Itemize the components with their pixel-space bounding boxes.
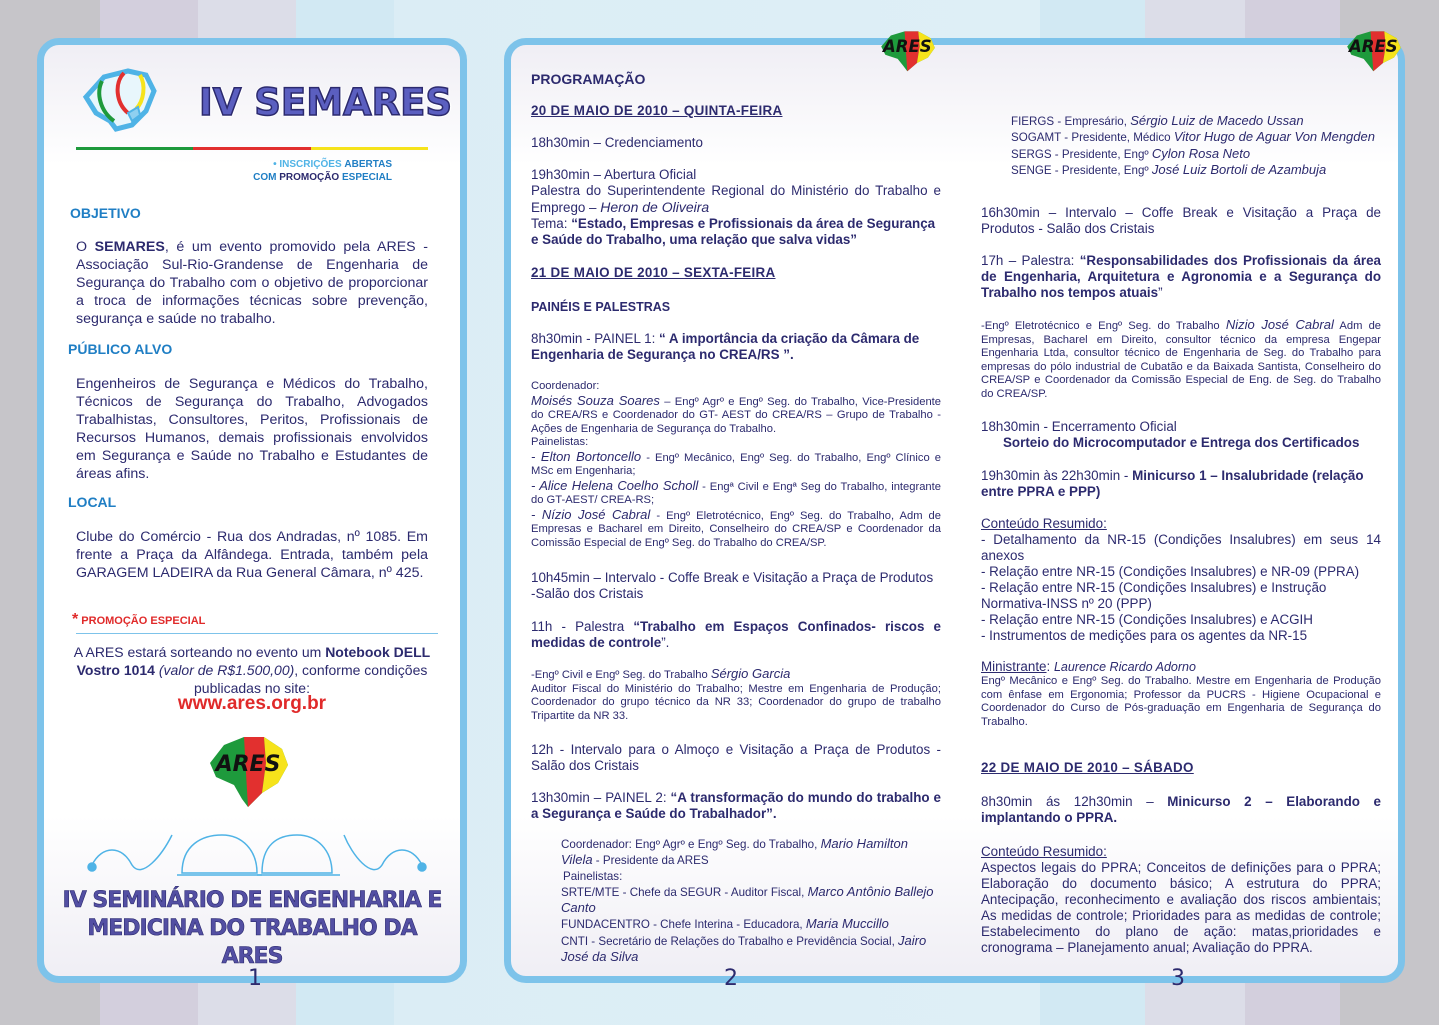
sergio-prefix: -Engº Civil e Engº Seg. do Trabalho: [531, 669, 711, 681]
objetivo-heading: OBJETIVO: [70, 205, 141, 221]
p2-panelist-1: [561, 884, 937, 917]
raffle-text: [64, 643, 440, 697]
mini1-item: - Instrumentos de medições para os agentes da NR-15: [981, 628, 1308, 643]
objetivo-text: [76, 238, 428, 328]
p3-l4-prefix: SENGE - Presidente, Engº: [1011, 164, 1152, 178]
painel1: [531, 331, 941, 363]
helmet-icon: [262, 835, 332, 873]
mini1-content: [981, 516, 1381, 644]
painel1-prefix: 8h30min - PAINEL 1:: [531, 331, 660, 346]
p3-l4-name: José Luiz Bortoli de Azambuja: [1151, 162, 1327, 178]
painel2-bold: “A transformação do mundo do trabalho e a Segurança e Saúde do Trabalhador”.: [531, 790, 942, 821]
painel1-bold: “ A importância da criação da Câmara de Engenharia de Segurança no CREA/RS ”.: [531, 331, 920, 362]
promo-star: *: [72, 611, 79, 628]
d1-theme-prefix: Tema:: [531, 216, 572, 231]
mini1-item: - Detalhamento da NR-15 (Condições Insalubres) em seus 14 anexos: [981, 532, 1381, 563]
nizio-desc: Adm de Empresas, Bacharel em Direito, consultor técnico da empresa Engepar Engenharia Ltda, consultor técnico de Engenharia de Seg. do Trabalho para empresas do pólo industrial de Cubatão e da Baixada Santista, Conselheiro do CREA/SP e Coordenador da Comissão Especial de Eng. de Seg. do Trabalho do CREA/SP.: [981, 320, 1382, 400]
day1-heading: 20 DE MAIO DE 2010 – QUINTA-FEIRA: [531, 103, 783, 118]
p2-l1-prefix: SRTE/MTE - Chefe da SEGUR - Auditor Fiscal,: [561, 885, 808, 899]
palestra-17h-suffix: ”: [1158, 285, 1163, 300]
paineis-heading: PAINÉIS E PALESTRAS: [531, 300, 671, 314]
painel2: [531, 790, 941, 822]
objetivo-bold: SEMARES: [94, 239, 165, 255]
page-2-3-panel: [504, 38, 1405, 983]
painel2-details: [561, 836, 937, 965]
special-promo-tag: [253, 172, 392, 183]
promo-special-heading: [72, 611, 205, 629]
mini1-bold: Minicurso 1 – Insalubridade (relação entre PPRA e PPP): [981, 468, 1364, 499]
page-number-3: 3: [1171, 966, 1185, 991]
ministrante: [981, 659, 1381, 729]
p3-panelists: [1011, 113, 1381, 179]
p3-l1: [1011, 113, 1381, 129]
flag-yellow-stripe: [311, 147, 428, 150]
sergio-bio: [531, 667, 941, 723]
helmets-stethoscopes-illustration: [82, 825, 432, 885]
palestra-17h: [981, 253, 1381, 301]
d1-opening-speaker: Heron de Oliveira: [600, 199, 710, 215]
nizio-name: Nizio José Cabral: [1225, 317, 1334, 332]
promo-bold: PROMOÇÃO: [279, 172, 340, 183]
raffle-prefix: A ARES estará sorteando no evento um: [73, 644, 326, 660]
sergio-line: [531, 667, 941, 683]
registrations-bold: ABERTAS: [344, 159, 392, 170]
panelist-3: [531, 508, 941, 551]
palestra-17h-bold: “Responsabilidades dos Profissionais da área de Engenharia, Arquitetura e Agronomia e a Segurança do Trabalho nos tempos atuais: [981, 253, 1381, 300]
coord-name: Moisés Souza Soares: [531, 392, 660, 408]
p2-panelist-2: [561, 916, 937, 932]
seminar-title: [54, 887, 450, 971]
p3-l2-prefix: SOGAMT - Presidente, Médico: [1011, 131, 1174, 145]
raffle-suffix: , conforme condições publicadas no site:: [194, 662, 428, 696]
mini1-prefix: 19h30min às 22h30min -: [981, 468, 1133, 483]
objetivo-prefix: O: [76, 239, 95, 255]
mini1-item: - Relação entre NR-15 (Condições Insalubres) e ACGIH: [981, 612, 1313, 627]
p2-l3-prefix: CNTI - Secretário de Relações do Trabalho e Previdência Social,: [561, 934, 899, 948]
panelist-2: [531, 479, 941, 508]
p2-coord: [561, 836, 937, 869]
p3-l1-name: Sérgio Luiz de Macedo Ussan: [1130, 113, 1304, 128]
break-1045: 10h45min – Intervalo - Coffe Break e Visitação a Praça de Produtos -Salão dos Cristais: [531, 570, 934, 601]
panelist-1: [531, 450, 941, 479]
page-number-2: 2: [724, 966, 738, 991]
day2-heading: 21 DE MAIO DE 2010 – SEXTA-FEIRA: [531, 265, 776, 280]
seminar-title-line1: IV SEMINÁRIO DE ENGENHARIA E: [62, 888, 442, 913]
palestra-17h-prefix: 17h – Palestra:: [981, 253, 1080, 268]
registrations-open: [273, 159, 392, 170]
mini1-item: - Relação entre NR-15 (Condições Insalubres) e Instrução Normativa-INSS nº 20 (PPP): [981, 580, 1327, 611]
p3-l4: [1011, 162, 1381, 178]
website-link[interactable]: www.ares.org.br: [177, 693, 327, 714]
promo-prefix: COM: [253, 172, 280, 183]
painel1-details: [531, 380, 941, 550]
page-number-1: 1: [248, 966, 262, 991]
p3-l3-name: Cylon Rosa Neto: [1151, 145, 1251, 161]
minicurso-2: [981, 794, 1381, 826]
p2-coord-suffix: - Presidente da ARES: [592, 854, 709, 868]
p3-l3: [1011, 146, 1381, 162]
d1-opening-time: 19h30min – Abertura Oficial: [531, 167, 697, 182]
p2-coord-name: Mario Hamilton Vilela: [561, 836, 908, 868]
palestra-11h: [531, 619, 941, 651]
promo-heading-text: PROMOÇÃO ESPECIAL: [81, 615, 206, 627]
page-1-panel: [37, 38, 467, 983]
d1-opening-theme: [531, 216, 941, 248]
p3-l3-prefix: SERGS - Presidente, Engº: [1011, 147, 1152, 161]
mini2-prefix: 8h30min ás 12h30min –: [981, 794, 1168, 809]
ares-logo-text: ARES: [215, 752, 281, 777]
divider: [76, 633, 438, 634]
program-title: PROGRAMAÇÃO: [531, 71, 646, 87]
p2-l3-name: Jairo José da Silva: [561, 932, 927, 965]
panelist-1-desc: - Engº Mecânico, Engº Seg. do Trabalho, Engº Clínico e MSc em Engenharia;: [531, 451, 941, 477]
panelist-2-desc: - Engª Civil e Engª Seg do Trabalho, integrante do GT-AEST/ CREA-RS;: [531, 480, 941, 506]
logo-title: IV SEMARES: [199, 81, 453, 124]
panelist-3-desc: - Engº Eletrotécnico, Engº Seg. do Trabalho, Adm de Empresas e Bacharel em Direito, Conselheiro do CREA/SP e Coordenador da Comissão Especial de Engº Seg. do Trabalho do CREA/SP.: [531, 509, 941, 549]
ministrante-desc: Engº Mecânico e Engº Seg. do Trabalho. Mestre em Engenharia de Produção com ênfase em Ergonomia; Professor da PUCRS - Higiene Ocupacional e Coordenador do Curso de Pós-graduação em Engenharia de Segurança do Trabalho.: [981, 675, 1381, 728]
d1-credentialing: 18h30min – Credenciamento: [531, 135, 703, 150]
flag-red-stripe: [193, 147, 310, 150]
mini2-text: Aspectos legais do PPRA; Conceitos de definições para o PPRA; Elaboração do documento básico; A estrutura do PPRA; Antecipação, reconhecimento e avaliação dos riscos ambientais; As medidas de controle; Prioridades para as medidas de controle; Estabelecimento do plano de ação: matas,prioridades e cronograma – Planejamento anual; Avaliação do PPRA.: [981, 860, 1381, 955]
mini2-content: [981, 844, 1381, 956]
publico-text: Engenheiros de Segurança e Médicos do Trabalho, Técnicos de Segurança do Trabalho, Advogados Trabalhistas, Consultores, Peritos, Profissionais de Recursos Humanos, demais profissionais envolvidos em Segurança e Saúde no Trabalho e Estudantes de áreas afins.: [76, 376, 428, 482]
ares-logo: [877, 30, 939, 74]
d1-theme-bold: “Estado, Empresas e Profissionais da área de Segurança e Saúde do Trabalho, uma relação que salva vidas”: [531, 216, 936, 247]
ministrante-line: [981, 659, 1381, 675]
panelist-3-name: - Nízio José Cabral: [531, 506, 651, 522]
raffle-italic: (valor de R$1.500,00): [158, 662, 295, 678]
local-heading: LOCAL: [68, 494, 117, 510]
ares-logo-text: ARES: [1348, 37, 1398, 56]
p2-painelistas-label: Painelistas:: [563, 869, 623, 883]
panelist-2-name: - Alice Helena Coelho Scholl: [531, 477, 699, 493]
d1-opening-talk: [531, 183, 941, 216]
sergio-desc: Auditor Fiscal do Ministério do Trabalho; Mestre em Engenharia de Produção; Coordenador do grupo técnico da NR 33; Coordenador do grupo de trabalho Tripartite da NR 33.: [531, 682, 941, 722]
coord-desc: – Engº Agrº e Engº Seg. do Trabalho, Vice-Presidente do CREA/RS e Coordenador do GT- AEST do CREA/RS – Grupo de Trabalho - Ações de Engenharia de Segurança do Trabalho.: [531, 395, 942, 435]
tricolor-divider: [76, 147, 428, 150]
minicurso-1: [981, 468, 1381, 500]
mini2-content-label: Conteúdo Resumido:: [981, 844, 1107, 859]
closing-time: 18h30min - Encerramento Oficial: [981, 419, 1177, 434]
ministrante-label: Ministrante: [981, 659, 1047, 674]
break-1630: 16h30min – Intervalo – Coffe Break e Visitação a Praça de Produtos - Salão dos Cristais: [981, 205, 1381, 236]
mini1-item: - Relação entre NR-15 (Condições Insalubres) e NR-09 (PPRA): [981, 564, 1360, 579]
helmet-icon: [182, 835, 257, 873]
lunch: 12h - Intervalo para o Almoço e Visitação a Praça de Produtos - Salão dos Cristais: [531, 742, 941, 773]
closing: [981, 419, 1381, 451]
painel2-prefix: 13h30min – PAINEL 2:: [531, 790, 671, 805]
stethoscope-icon: [92, 835, 172, 870]
painelistas-label: Painelistas:: [531, 436, 589, 448]
ares-logo: [1343, 30, 1405, 74]
raffle-bold: Notebook DELL Vostro 1014: [76, 644, 431, 678]
p2-l2-name: Maria Muccillo: [805, 916, 889, 932]
rs-map-outline-icon: [66, 63, 176, 135]
nizio-bio: [981, 318, 1381, 401]
palestra-11h-prefix: 11h - Palestra: [531, 619, 634, 634]
registrations-prefix: • INSCRIÇÕES: [273, 159, 345, 170]
flag-green-stripe: [76, 147, 193, 150]
palestra-11h-bold: “Trabalho em Espaços Confinados- riscos e medidas de controle: [531, 619, 941, 650]
p3-l2-name: Vitor Hugo de Aguar Von Mengden: [1173, 129, 1375, 145]
p2-l2-prefix: FUNDACENTRO - Chefe Interina - Educadora,: [561, 918, 806, 932]
closing-bold: Sorteio do Microcomputador e Entrega dos Certificados: [1003, 435, 1360, 450]
ares-logo-text: ARES: [882, 37, 932, 56]
local-text: Clube do Comércio - Rua dos Andradas, nº 1085. Em frente a Praça da Alfândega. Entrada, também pela GARAGEM LADEIRA da Rua General Câmara, nº 425.: [76, 529, 428, 581]
ministrante-name: Laurence Ricardo Adorno: [1053, 660, 1196, 674]
p2-panelist-3: [561, 933, 937, 966]
p3-l1-prefix: FIERGS - Empresário,: [1011, 115, 1131, 128]
ministrante-colon: :: [1046, 659, 1054, 674]
palestra-11h-suffix: ”.: [661, 635, 670, 650]
publico-heading: PÚBLICO ALVO: [68, 341, 173, 357]
day3-heading: 22 DE MAIO DE 2010 – SÁBADO: [981, 760, 1194, 775]
p2-l1-name: Marco Antônio Ballejo Canto: [561, 883, 934, 916]
ares-logo: [204, 733, 294, 813]
mini2-bold: Minicurso 2 – Elaborando e implantando o PPRA.: [981, 794, 1381, 825]
d1-opening-talk-text: Palestra do Superintendente Regional do Ministério do Trabalho e Emprego –: [531, 183, 941, 215]
p2-coord-prefix: Coordenador: Engº Agrº e Engº Seg. do Trabalho,: [561, 838, 821, 851]
coord-label: Coordenador:: [531, 380, 600, 392]
seminar-title-line2: MEDICINA DO TRABALHO DA ARES: [87, 916, 417, 969]
stethoscope-icon: [344, 835, 422, 870]
p3-l2: [1011, 129, 1381, 145]
promo-suffix: ESPECIAL: [339, 172, 392, 183]
mini1-content-label: Conteúdo Resumido:: [981, 516, 1107, 531]
objetivo-rest: , é um evento promovido pela ARES - Associação Sul-Rio-Grandense de Engenharia de Segurança do Trabalho com o objetivo de proporcionar a troca de informações técnicas sobre prevenção, segurança e saúde no trabalho.: [76, 239, 428, 327]
coord-line: [531, 394, 941, 437]
panelist-1-name: - Elton Bortoncello: [531, 448, 642, 464]
d1-opening: [531, 167, 941, 248]
nizio-prefix: -Engº Eletrotécnico e Engº Seg. do Trabalho: [981, 320, 1226, 332]
sergio-name: Sérgio Garcia: [710, 666, 791, 681]
